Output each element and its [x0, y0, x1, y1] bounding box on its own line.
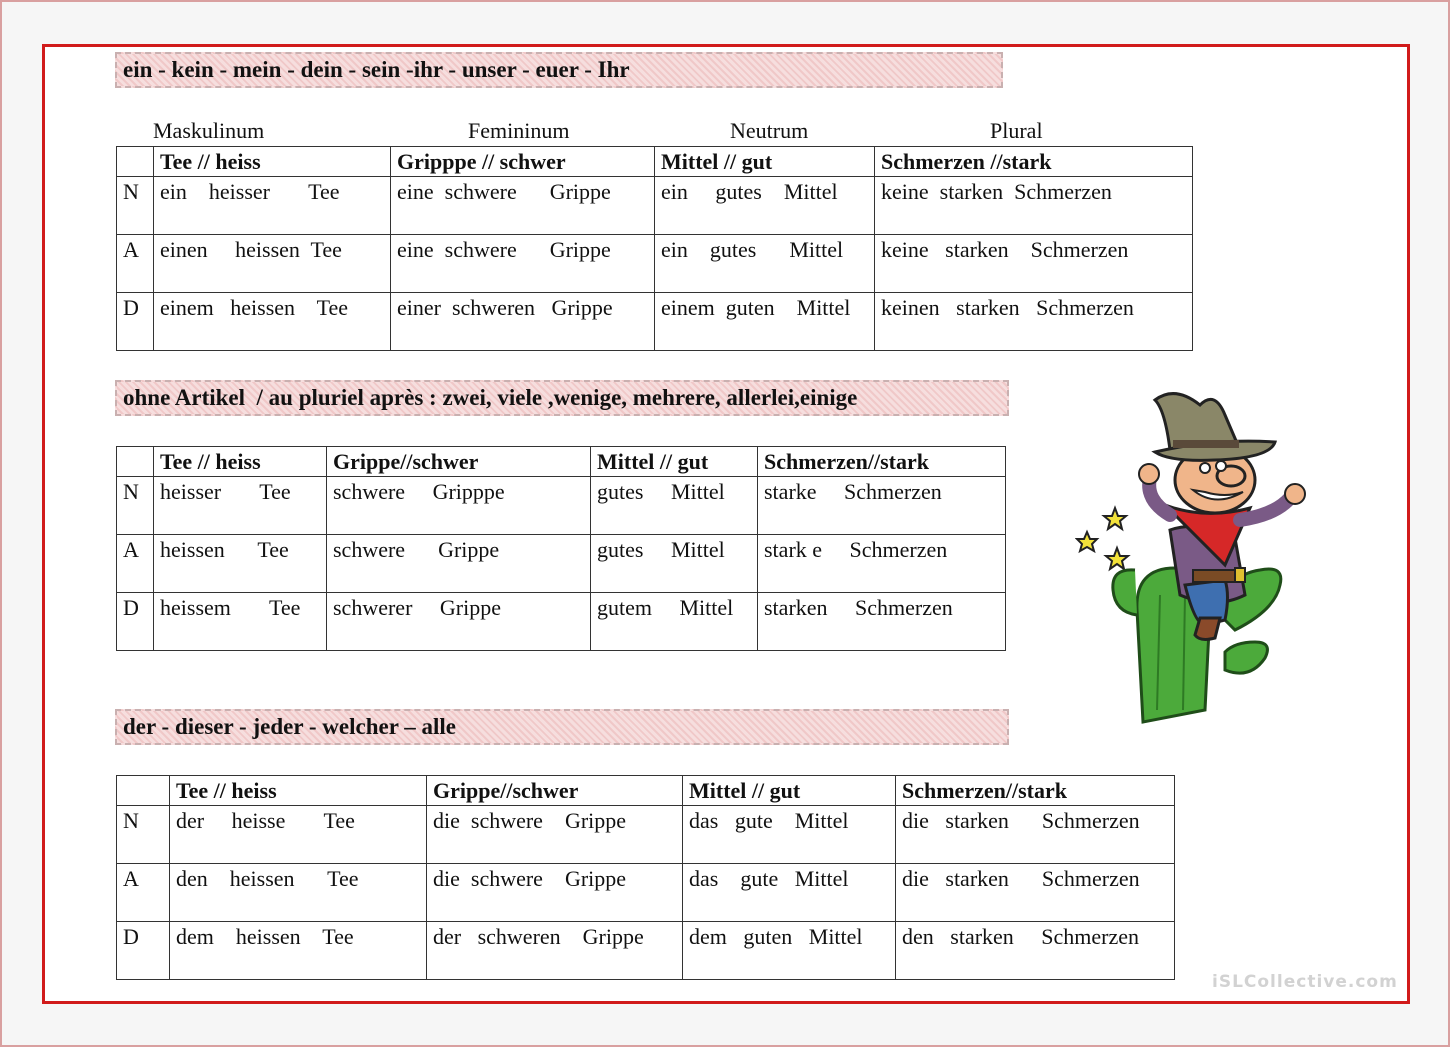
table-cell: eine schwere Grippe — [391, 235, 655, 293]
table-cell: die schwere Grippe — [427, 806, 683, 864]
column-header: Grippe//schwer — [327, 447, 591, 477]
case-label: N — [117, 806, 170, 864]
table-cell: keine starken Schmerzen — [875, 235, 1193, 293]
table-cell: einen heissen Tee — [154, 235, 391, 293]
declension-table-no-article — [116, 446, 1006, 651]
table-cell: starken Schmerzen — [758, 593, 1006, 651]
table-cell: den starken Schmerzen — [896, 922, 1175, 980]
table-cell: der schweren Grippe — [427, 922, 683, 980]
table-cell: einem heissen Tee — [154, 293, 391, 351]
column-header: Tee // heiss — [170, 776, 427, 806]
table-cell: keinen starken Schmerzen — [875, 293, 1193, 351]
table-cell: gutem Mittel — [591, 593, 758, 651]
case-label: N — [117, 177, 154, 235]
column-header: Schmerzen//stark — [896, 776, 1175, 806]
column-header: Mittel // gut — [683, 776, 896, 806]
column-header: Grippe//schwer — [427, 776, 683, 806]
gender-label-masculine: Maskulinum — [153, 118, 265, 143]
table-cell: eine schwere Grippe — [391, 177, 655, 235]
table-cell: die starken Schmerzen — [896, 806, 1175, 864]
table-row — [117, 177, 1193, 235]
column-header: Tee // heiss — [154, 147, 391, 177]
table-cell: die schwere Grippe — [427, 864, 683, 922]
case-label: A — [117, 235, 154, 293]
column-header: Schmerzen//stark — [758, 447, 1006, 477]
table-cell: ein heisser Tee — [154, 177, 391, 235]
table-cell: dem guten Mittel — [683, 922, 896, 980]
column-header: Mittel // gut — [655, 147, 875, 177]
section2-banner: ohne Artikel / au pluriel après : zwei, viele ,wenige, mehrere, allerlei,einige — [115, 380, 1009, 416]
case-label: D — [117, 293, 154, 351]
table-cell: die starken Schmerzen — [896, 864, 1175, 922]
table-row — [117, 235, 1193, 293]
table-cell: gutes Mittel — [591, 477, 758, 535]
table-row — [117, 922, 1175, 980]
table-row — [117, 864, 1175, 922]
table-cell: schwere Gripppe — [327, 477, 591, 535]
corner-cell — [117, 776, 170, 806]
table-cell: starke Schmerzen — [758, 477, 1006, 535]
corner-cell — [117, 147, 154, 177]
table-cell: gutes Mittel — [591, 535, 758, 593]
table-row — [117, 477, 1006, 535]
gender-label-feminine: Femininum — [468, 118, 570, 143]
table-row — [117, 293, 1193, 351]
case-label: N — [117, 477, 154, 535]
case-label: D — [117, 922, 170, 980]
cowboy-on-cactus-icon — [1075, 380, 1325, 725]
table-cell: heissem Tee — [154, 593, 327, 651]
corner-cell — [117, 447, 154, 477]
column-header: Schmerzen //stark — [875, 147, 1193, 177]
table-cell: heissen Tee — [154, 535, 327, 593]
table-cell: schwerer Grippe — [327, 593, 591, 651]
table-row — [117, 535, 1006, 593]
table-cell: der heisse Tee — [170, 806, 427, 864]
column-header: Mittel // gut — [591, 447, 758, 477]
gender-label-plural: Plural — [990, 118, 1043, 143]
column-header: Gripppe // schwer — [391, 147, 655, 177]
table-cell: einer schweren Grippe — [391, 293, 655, 351]
table-cell: stark e Schmerzen — [758, 535, 1006, 593]
table-cell: das gute Mittel — [683, 806, 896, 864]
case-label: D — [117, 593, 154, 651]
table-cell: keine starken Schmerzen — [875, 177, 1193, 235]
table-cell: das gute Mittel — [683, 864, 896, 922]
declension-table-definite — [116, 775, 1175, 980]
table-header-row — [117, 776, 1175, 806]
column-header: Tee // heiss — [154, 447, 327, 477]
table-cell: dem heissen Tee — [170, 922, 427, 980]
case-label: A — [117, 864, 170, 922]
table-cell: einem guten Mittel — [655, 293, 875, 351]
declension-table-possessive — [116, 146, 1193, 351]
table-cell: den heissen Tee — [170, 864, 427, 922]
table-cell: schwere Grippe — [327, 535, 591, 593]
table-row — [117, 593, 1006, 651]
table-header-row — [117, 147, 1193, 177]
gender-label-neuter: Neutrum — [730, 118, 809, 143]
watermark: iSLCollective.com — [1212, 972, 1398, 992]
table-header-row — [117, 447, 1006, 477]
table-cell: ein gutes Mittel — [655, 235, 875, 293]
table-cell: heisser Tee — [154, 477, 327, 535]
case-label: A — [117, 535, 154, 593]
section3-banner: der - dieser - jeder - welcher – alle — [115, 709, 1009, 745]
table-cell: ein gutes Mittel — [655, 177, 875, 235]
table-row — [117, 806, 1175, 864]
section1-banner: ein - kein - mein - dein - sein -ihr - unser - euer - Ihr — [115, 52, 1003, 88]
